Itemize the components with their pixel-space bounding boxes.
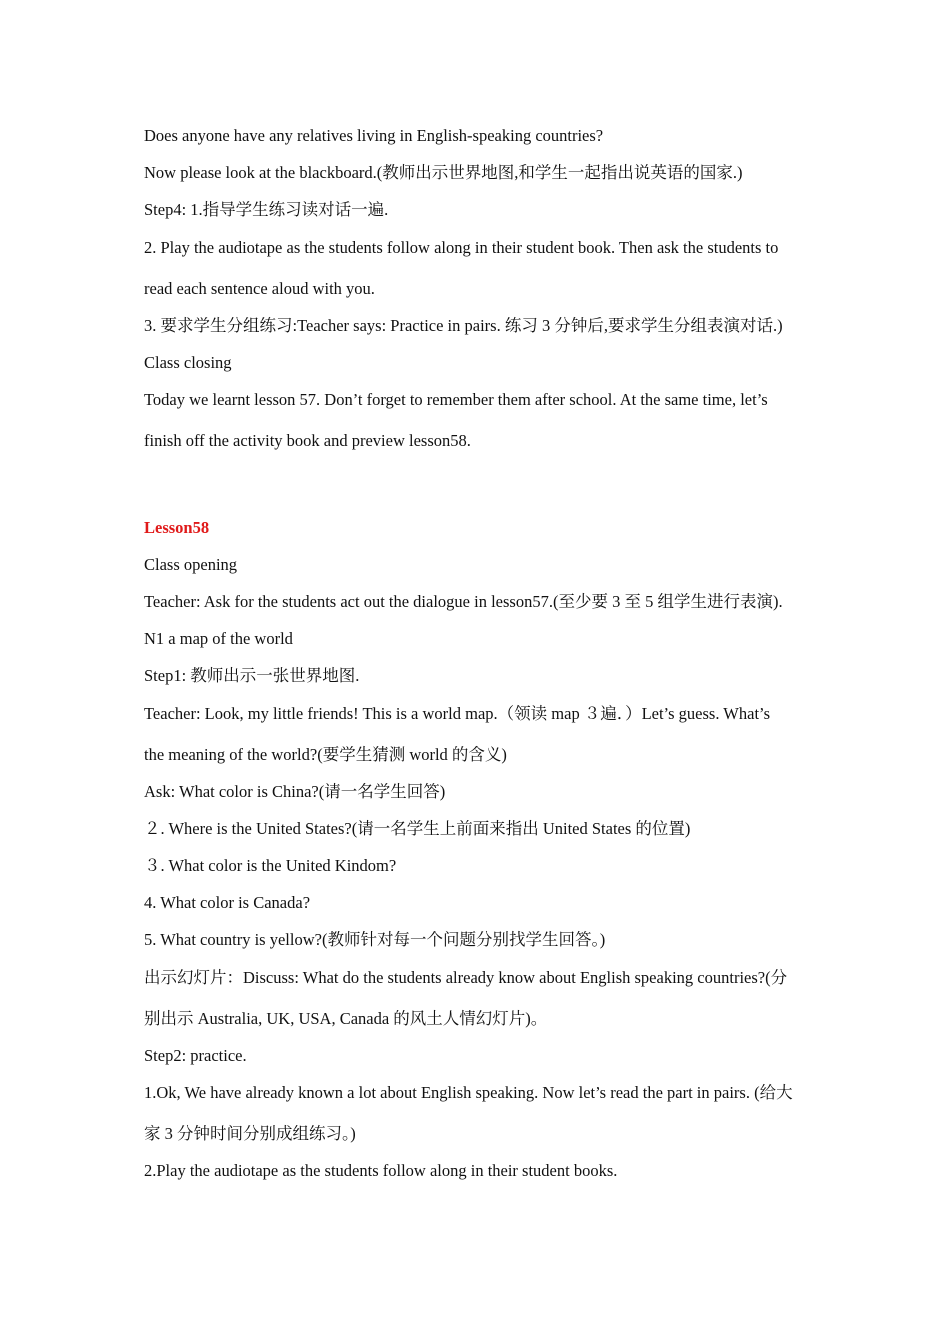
text-line-class-closing: Class closing <box>144 353 232 372</box>
text-line-country-yellow: 5. What country is yellow?(教师针对每一个问题分别找学生回答。) <box>144 930 606 949</box>
text-line-color-china: Ask: What color is China?(请一名学生回答) <box>144 782 446 801</box>
lesson-heading: Lesson58 <box>144 518 210 537</box>
text-line-map-of-world: N1 a map of the world <box>144 629 293 648</box>
text-line-class-opening: Class opening <box>144 555 238 574</box>
text-line-step2: Step2: practice. <box>144 1046 247 1065</box>
text-line-read-in-pairs: 1.Ok, We have already known a lot about English speaking. Now let’s read the part in pairs. (给大 <box>144 1083 793 1102</box>
text-line-united-kindom: ３. What color is the United Kindom? <box>144 856 397 875</box>
text-line-practice-pairs: 3. 要求学生分组练习:Teacher says: Practice in pairs. 练习 3 分钟后,要求学生分组表演对话.) <box>144 316 783 335</box>
text-line-read-aloud: read each sentence aloud with you. <box>144 279 375 298</box>
text-line-finish-off: finish off the activity book and preview lesson58. <box>144 431 471 450</box>
text-line-today-learnt: Today we learnt lesson 57. Don’t forget to remember them after school. At the same time, let’s <box>144 390 768 409</box>
text-line-meaning-of-world: the meaning of the world?(要学生猜测 world 的含义) <box>144 745 507 764</box>
text-line-three-minutes: 家 3 分钟时间分别成组练习。) <box>144 1124 356 1143</box>
text-line-play-audiotape-2: 2.Play the audiotape as the students follow along in their student books. <box>144 1161 618 1180</box>
text-line-play-audiotape: 2. Play the audiotape as the students follow along in their student book. Then ask the students to <box>144 238 779 257</box>
text-line-world-map: Teacher: Look, my little friends! This is a world map.（领读 map ３遍．）Let’s guess. What’s <box>144 704 771 723</box>
text-line-blackboard: Now please look at the blackboard.(教师出示世界地图,和学生一起指出说英语的国家.) <box>144 163 743 182</box>
text-line-color-canada: 4. What color is Canada? <box>144 893 311 912</box>
text-line-united-states: ２. Where is the United States?(请一名学生上前面来指出 United States 的位置) <box>144 819 691 838</box>
text-line-slides-countries: 别出示 Australia, UK, USA, Canada 的风土人情幻灯片)。 <box>144 1009 548 1028</box>
text-line-act-out-dialogue: Teacher: Ask for the students act out the dialogue in lesson57.(至少要 3 至 5 组学生进行表演). <box>144 592 783 611</box>
text-line-step1: Step1: 教师出示一张世界地图. <box>144 666 360 685</box>
text-line-slides-discuss: 出示幻灯片：Discuss: What do the students already know about English speaking countries?(分 <box>144 968 788 987</box>
text-line-relatives-question: Does anyone have any relatives living in English-speaking countries? <box>144 126 604 145</box>
text-line-step4: Step4: 1.指导学生练习读对话一遍. <box>144 200 389 219</box>
